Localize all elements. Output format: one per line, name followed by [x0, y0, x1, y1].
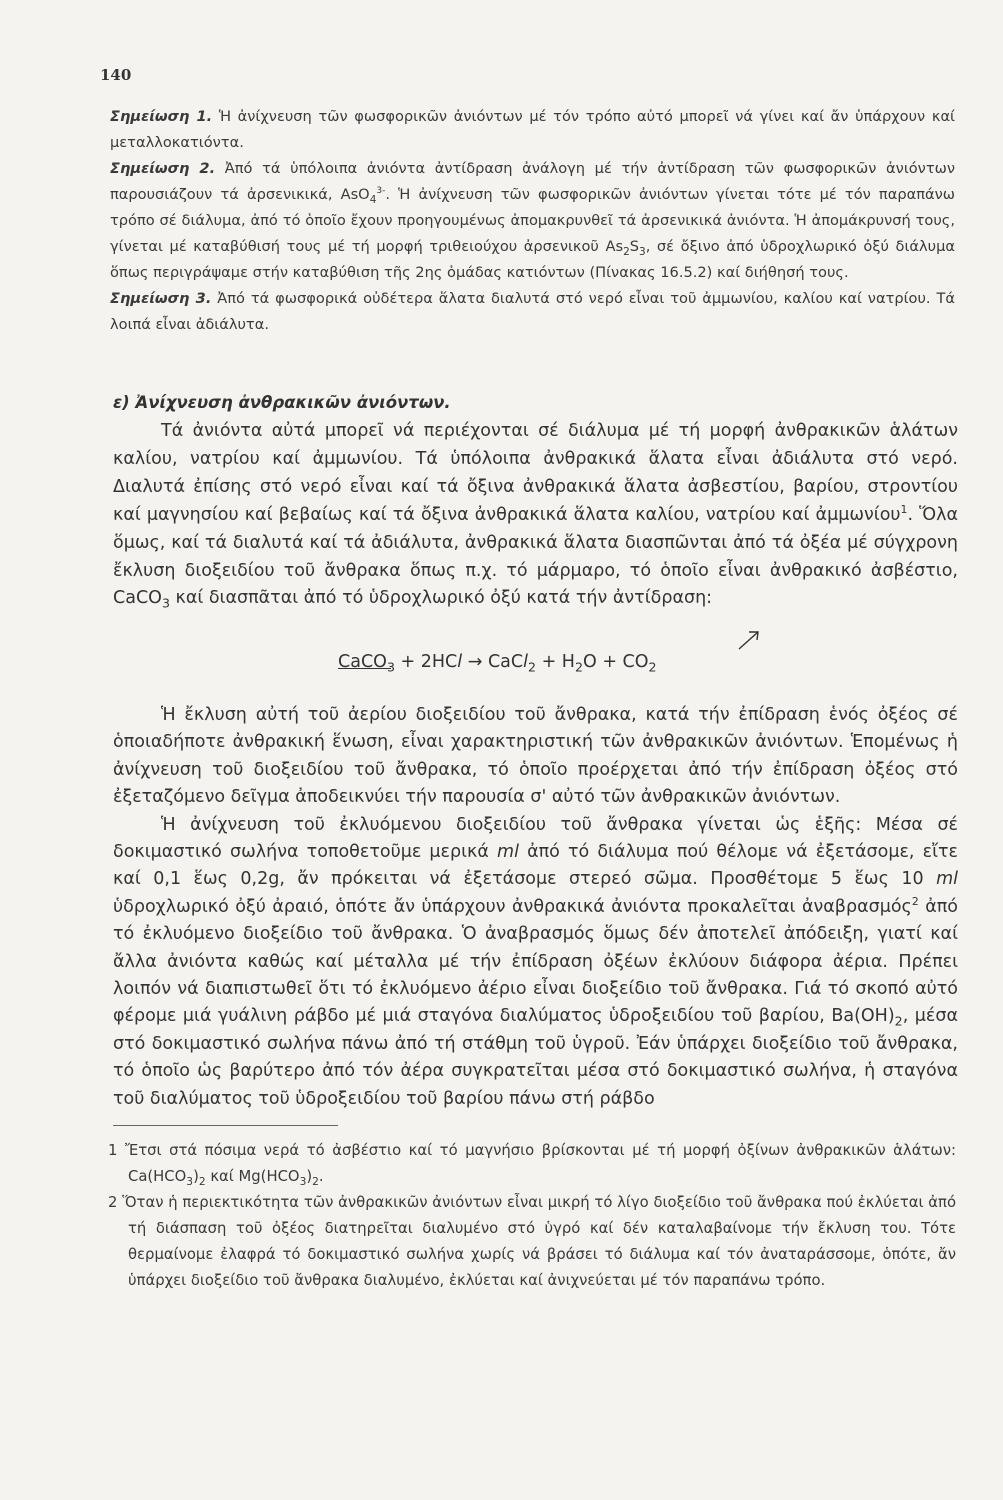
page-number: 140 — [100, 66, 132, 84]
subscript: 2 — [198, 1174, 206, 1188]
paragraph-3 — [113, 812, 958, 1113]
paragraph-text: ὑδροχλωρικό ὀξύ ἀραιό, ὁπότε ἄν ὑπάρχουν ἀνθρακικά ἀνιόντα προκαλεῖται ἀναβρασμός — [113, 896, 912, 917]
formula-part: CaC — [487, 652, 524, 672]
footnote-text: ) — [193, 1168, 199, 1185]
paragraph-text: ἀπό τό ἐκλυόμενο διοξείδιο τοῦ ἄνθρακα. Ὁ ἀναβρασμός ὅμως δέν ἀποτελεῖ ἀπόδειξη, γιατί καί ἄλλα ἀνιόντα καθώς καί μέταλλα μέ τήν ἐπίδραση ὀξέων ἐκλύουν διάφορα ἀέρια. Πρέπει λοιπόν νά διαπιστωθεῖ ὅτι τό ἐκλυόμενο ἀέριο εἶναι διοξείδιο τοῦ ἄνθρακα. Γιά τό σκοπό αὐτό φέρομε μιά γυάλινη ράβδο μέ μιά σταγόνα διαλύματος ὑδροξειδίου τοῦ βαρίου, Ba(OH) — [113, 896, 959, 1027]
paragraph-text: ἀπό τό διάλυμα πού θέλομε νά ἐξετάσομε, εἴτε καί 0,1 ἕως 0,2g, ἄν πρόκειται νά ἐξετάσομε στερεό σῶμα. Προσθέτομε 5 ἕως 10 — [113, 842, 959, 890]
carbonate-section — [113, 390, 958, 613]
note-1 — [110, 104, 955, 156]
footnote-text: καί Mg(HCO — [205, 1168, 300, 1185]
subscript: 2 — [527, 659, 536, 675]
note-2-text: . Ἡ ἀνίχνευση τῶν φωσφορικῶν ἀνιόντων γίνεται τότε μέ τόν παραπάνω τρόπο σέ διάλυμα, ἀπό τό ὁποῖο ἔχουν προηγουμένως ἀπομακρυνθεῖ τά ἀρσενικικά ἀνιόντα. Ἡ ἀπομάκρυνσή τους, γίνεται μέ καταβύθισή τους μέ τή μορφή τριθειούχου ἀρσενικοῦ As — [110, 186, 955, 255]
paragraph-text: , μέσα στό δοκιμαστικό σωλήνα πάνω ἀπό τή στάθμη τοῦ ὑγροῦ. Ἐάν ὑπάρχει διοξείδιο τοῦ ἄνθρακα, τό ὁποῖο ὡς βαρύτερο ἀπό τόν ἀέρα συγκρατεῖται μέσα στό δοκιμαστικό σωλήνα, ἡ σταγόνα τοῦ διαλύματος τοῦ ὑδροξειδίου τοῦ βαρίου πάνω στή ράβδο — [113, 1006, 958, 1109]
carbonate-detection-text — [113, 702, 958, 1113]
note-3 — [110, 286, 955, 338]
note-3-label: Σημείωση 3. — [110, 290, 212, 307]
note-2-label: Σημείωση 2. — [110, 160, 216, 177]
paragraph-text: . Ὅλα ὅμως, καί τά διαλυτά καί τά ἀδιάλυτα, ἀνθρακικά ἅλατα διασπῶνται ἀπό τά ὀξέα μέ σύγχρονη ἔκλυση διοξειδίου τοῦ ἄνθρακα ὅπως π.χ. τό μάρμαρο, τό ὁποῖο εἶναι ἀνθρακικό ἀσβέστιο, CaCO — [113, 504, 958, 609]
formula-part: l — [457, 652, 463, 672]
footnote-divider — [113, 1125, 338, 1126]
formula-part: + 2HC — [394, 652, 458, 672]
subscript: 2 — [648, 659, 657, 675]
paragraph-text: καί διασπᾶται ἀπό τό ὑδροχλωρικό ὀξύ κατά τήν ἀντίδραση: — [169, 588, 713, 609]
note-2-subscript: 2 — [623, 245, 630, 258]
subscript: 2 — [574, 659, 583, 675]
note-2-text: Ἀπό τά ὑπόλοιπα ἀνιόντα ἀντίδραση ἀνάλογη μέ τήν ἀντίδραση τῶν φωσφορικῶν ἀνιόντων παρουσιάζουν τά ἀρσενικικά, AsO — [110, 160, 955, 203]
footnote-text: ) — [306, 1168, 313, 1185]
footnote-number: 2 — [108, 1194, 118, 1211]
formula-part: CaCO — [338, 652, 387, 672]
footnote-2 — [108, 1190, 956, 1294]
section-title: ε) Ἀνίχνευση ἀνθρακικῶν ἀνιόντων. — [113, 393, 451, 412]
note-2-text: S — [629, 238, 640, 255]
footnote-1 — [108, 1138, 956, 1190]
subscript: 2 — [894, 1013, 903, 1029]
note-2-superscript: 3- — [376, 186, 386, 197]
note-1-label: Σημείωση 1. — [110, 108, 213, 125]
footnote-text: Ὅταν ἡ περιεκτικότητα τῶν ἀνθρακικῶν ἀνιόντων εἶναι μικρή τό λίγο διοξείδιο τοῦ ἄνθρακα πού ἐκλύεται ἀπό τή διάσπαση τοῦ ὀξέος διατηρεῖται διαλυμένο στό ὑγρό καί δέν καταλαβαίνομε τήν ἔκλυση του. Τότε θερμαίνομε ἐλαφρά τό δοκιμαστικό σωλήνα χωρίς νά βράσει τό διάλυμα καί τόν ἀναταράσσομε, ὁπότε, ἄν ὑπάρχει διοξείδιο τοῦ ἄνθρακα διαλυμένο, ἐκλύεται καί ἀνιχνεύεται μέ τόν παραπάνω τρόπο. — [117, 1194, 956, 1289]
footnote-number: 1 — [108, 1142, 118, 1159]
subscript: 3 — [299, 1174, 307, 1188]
note-1-text: Ἡ ἀνίχνευση τῶν φωσφορικῶν ἀνιόντων μέ τόν τρόπο αὐτό μπορεῖ νά γίνει καί ἄν ὑπάρχουν καί μεταλλοκατιόντα. — [110, 108, 955, 151]
reactant-caco3 — [338, 652, 395, 675]
unit: ml — [936, 869, 958, 890]
footnote-ref: 2 — [911, 895, 919, 909]
subscript: 3 — [186, 1174, 194, 1188]
formula-part: + CO — [596, 652, 649, 672]
note-2-text: , σέ ὄξινο ἀπό ὑδροχλωρικό ὀξύ διάλυμα ὅπως περιγράψαμε στήν καταβύθιση τῆς 2ης ὁμάδας κατιόντων (Πίνακας 16.5.2) καί διήθησή τους. — [110, 238, 955, 281]
chemical-equation — [338, 628, 818, 684]
formula-part: + H — [536, 652, 575, 672]
note-3-text: Ἀπό τά φωσφορικά οὐδέτερα ἅλατα διαλυτά στό νερό εἶναι τοῦ ἀμμωνίου, καλίου καί νατρίου. Τά λοιπά εἶναι ἀδιάλυτα. — [110, 290, 955, 333]
footnote-ref: 1 — [900, 502, 908, 516]
note-2-subscript: 3 — [639, 245, 646, 258]
footnote-text: . — [318, 1168, 324, 1185]
reaction-arrow: → — [462, 652, 488, 672]
subscript: 3 — [161, 595, 170, 611]
footnotes-block — [108, 1138, 956, 1294]
subscript: 2 — [312, 1174, 319, 1188]
paragraph-text: Ἡ ἀνίχνευση τοῦ ἐκλυόμενου διοξειδίου τοῦ ἄνθρακα γίνεται ὡς ἑξῆς: Μέσα σέ δοκιμαστικό σωλήνα τοποθετοῦμε μερικά — [113, 814, 958, 863]
notes-block — [110, 104, 955, 338]
paragraph-text: Τά ἀνιόντα αὐτά μπορεῖ νά περιέχονται σέ διάλυμα μέ τή μορφή ἀνθρακικῶν ἁλάτων καλίου, νατρίου καί ἀμμωνίου. Τά ὑπόλοιπα ἀνθρακικά ἅλατα εἶναι ἀδιάλυτα στό νερό. Διαλυτά ἐπίσης στό νερό εἶναι καί τά ὄξινα ἀνθρακικά ἅλατα ἀσβεστίου, βαρίου, στροντίου καί μαγνησίου καί βεβαίως καί τά ὄξινα ἀνθρακικά ἅλατα καλίου, νατρίου καί ἀμμωνίου — [113, 421, 958, 525]
footnote-text: Ἔτσι στά πόσιμα νερά τό ἀσβέστιο καί τό μαγνήσιο βρίσκονται μέ τή μορφή ὀξίνων ἀνθρακικῶν ἁλάτων: Ca(HCO — [117, 1142, 956, 1185]
formula-part: l — [523, 652, 528, 672]
subscript: 3 — [386, 659, 395, 675]
paragraph-1 — [113, 418, 958, 613]
paragraph-2: Ἡ ἔκλυση αὐτή τοῦ ἀερίου διοξειδίου τοῦ ἄνθρακα, κατά τήν ἐπίδραση ἑνός ὀξέος σέ ὁποιαδήποτε ἀνθρακική ἕνωση, εἶναι χαρακτηριστική τῶν ἀνθρακικῶν ἀνιόντων. Ἑπομένως ἡ ἀνίχνευση τοῦ διοξειδίου τοῦ ἄνθρακα, τό ὁποῖο προέρχεται ἀπό τήν ἐπίδραση ὀξέος στό ἐξεταζόμενο δεῖγμα ἀποδεικνύει τήν παρουσία σ' αὐτό τῶν ἀνθρακικῶν ἀνιόντων. — [113, 705, 958, 808]
equation-text — [338, 652, 657, 675]
note-2 — [110, 156, 955, 286]
note-2-subscript: 4 — [369, 193, 377, 206]
unit: ml — [497, 842, 519, 863]
formula-part: O — [582, 652, 597, 672]
gas-evolution-arrow-icon — [736, 628, 762, 652]
